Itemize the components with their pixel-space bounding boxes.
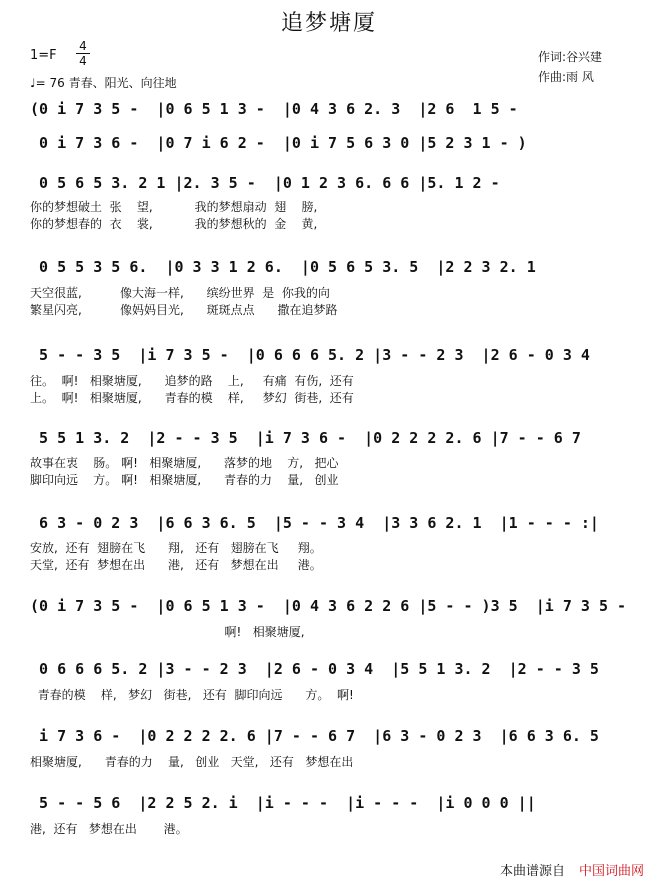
lyric-line-1: 往。 啊! 相聚塘厦, 追梦的路 上, 有痛 有伤, 还有 xyxy=(30,374,354,388)
lyric-line-1: 故事在衷 肠。 啊! 相聚塘厦, 落梦的地 方, 把心 xyxy=(30,456,339,470)
song-title: 追梦塘厦 xyxy=(280,11,377,36)
score-notes-row: 0 6 6 6 5. 2 |3 - - 2 3 |2 6 - 0 3 4 |5 5 1 3. 2 |2 - - 3 5 xyxy=(30,660,599,678)
key-signature: 1=F xyxy=(30,48,57,63)
lyric-line-2: 上。 啊! 相聚塘厦, 青春的模 样, 梦幻 街巷, 还有 xyxy=(30,391,354,405)
lyric-line-1: 啊! 相聚塘厦, xyxy=(30,625,305,639)
lyricist-credit: 作词:谷兴建 xyxy=(538,50,603,64)
lyric-line-1: 安放, 还有 翅膀在飞 翔, 还有 翅膀在飞 翔。 xyxy=(30,541,322,555)
lyric-line-1: 港, 还有 梦想在出 港。 xyxy=(30,822,188,836)
lyric-line-2: 你的梦想春的 衣 裳, 我的梦想秋的 金 黄, xyxy=(30,217,318,231)
score-notes-row: 5 - - 5 6 |2 2 5 2. i |i - - - |i - - - |i 0 0 0 || xyxy=(30,794,536,812)
lyric-line-1: 相聚塘厦, 青春的力 量, 创业 天堂, 还有 梦想在出 xyxy=(30,755,354,769)
meter-top: 4 xyxy=(79,39,87,53)
score-notes-row: 0 5 5 3 5 6. |0 3 3 1 2 6. |0 5 6 5 3. 5 |2 2 3 2. 1 xyxy=(30,258,536,276)
time-signature xyxy=(76,40,90,67)
lyric-line-1: 天空很蓝, 像大海一样, 缤纷世界 是 你我的向 xyxy=(30,286,330,300)
score-notes-row: 6 3 - 0 2 3 |6 6 3 6. 5 |5 - - 3 4 |3 3 6 2. 1 |1 - - - :| xyxy=(30,514,599,532)
meter-bottom: 4 xyxy=(79,54,87,68)
lyric-line-2: 天堂, 还有 梦想在出 港, 还有 梦想在出 港。 xyxy=(30,558,322,572)
composer-credit: 作曲:雨 风 xyxy=(538,70,594,84)
score-notes-row: 0 i 7 3 6 - |0 7 i 6 2 - |0 i 7 5 6 3 0 |5 2 3 1 - ) xyxy=(30,134,527,152)
score-notes-row: 5 - - 3 5 |i 7 3 5 - |0 6 6 6 5. 2 |3 - - 2 3 |2 6 - 0 3 4 xyxy=(30,346,590,364)
lyric-line-2: 繁星闪亮, 像妈妈目光, 斑斑点点 撒在追梦路 xyxy=(30,303,338,317)
score-notes-row: (0 i 7 3 5 - |0 6 5 1 3 - |0 4 3 6 2 2 6 |5 - - )3 5 |i 7 3 5 - xyxy=(30,597,627,615)
score-notes-row: 0 5 6 5 3. 2 1 |2. 3 5 - |0 1 2 3 6. 6 6 |5. 1 2 - xyxy=(30,174,500,192)
lyric-line-2: 脚印向远 方。 啊! 相聚塘厦, 青春的力 量, 创业 xyxy=(30,473,339,487)
score-notes-row: i 7 3 6 - |0 2 2 2 2. 6 |7 - - 6 7 |6 3 - 0 2 3 |6 6 3 6. 5 xyxy=(30,727,599,745)
score-notes-row: (0 i 7 3 5 - |0 6 5 1 3 - |0 4 3 6 2. 3 |2 6 1 5 - xyxy=(30,100,518,118)
source-text: 本曲谱源自 xyxy=(499,864,565,879)
score-notes-row: 5 5 1 3. 2 |2 - - 3 5 |i 7 3 6 - |0 2 2 2 2. 6 |7 - - 6 7 xyxy=(30,429,581,447)
source-footer xyxy=(500,860,644,879)
brand-link[interactable]: 中国词曲网 xyxy=(578,864,644,879)
tempo-marking: ♩= 76 青春、阳光、向往地 xyxy=(30,76,177,90)
lyric-line-1: 你的梦想破土 张 望, 我的梦想扇动 翅 膀, xyxy=(30,200,318,214)
lyric-line-1: 青春的模 样, 梦幻 街巷, 还有 脚印向远 方。 啊! xyxy=(30,688,354,702)
